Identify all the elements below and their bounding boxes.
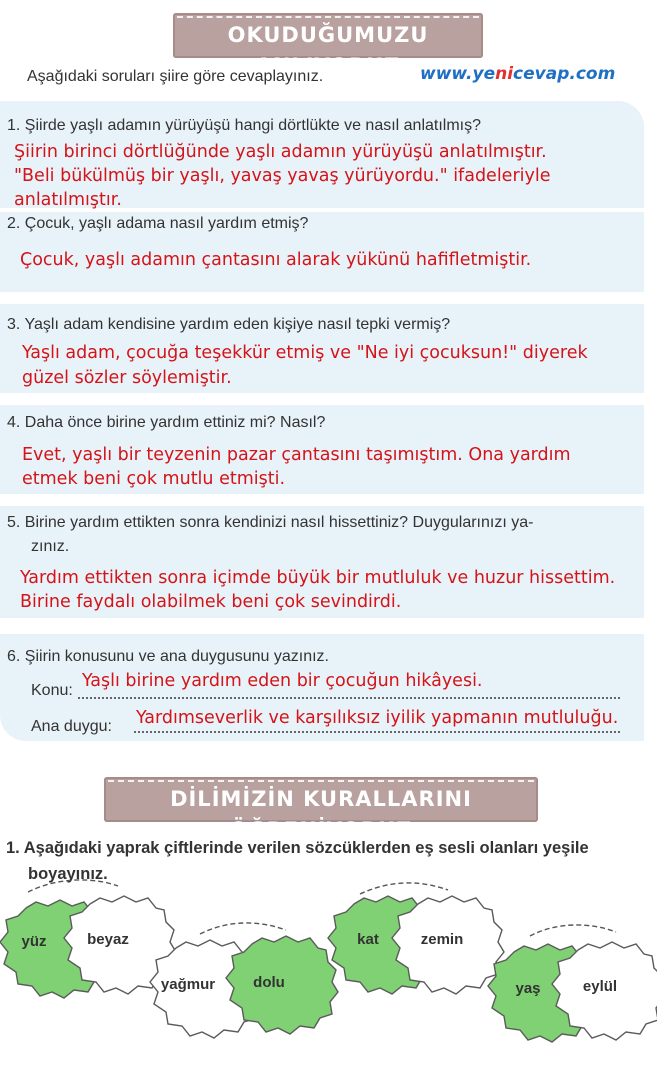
answer-2-line-1: Çocuk, yaşlı adamın çantasını alarak yükünü hafifletmiştir. — [20, 250, 532, 270]
site-accent: ni — [495, 64, 514, 84]
divider — [0, 494, 644, 506]
question-5-line-2: zınız. — [31, 538, 70, 555]
answer-1-line-2: "Beli bükülmüş bir yaşlı, yavaş yavaş yürüyordu." ifadeleriyle — [14, 166, 551, 186]
leaf-word: eylül — [582, 978, 618, 995]
question-3: 3. Yaşlı adam kendisine yardım eden kişiye nasıl tepki vermiş? — [7, 316, 451, 333]
duygu-answer: Yardımseverlik ve karşılıksız iyilik yapmanın mutluluğu. — [136, 708, 619, 728]
leaf-word: beyaz — [87, 931, 129, 948]
question-1: 1. Şiirde yaşlı adamın yürüyüşü hangi dörtlükte ve nasıl anlatılmış? — [7, 117, 482, 134]
answer-1-line-1: Şiirin birinci dörtlüğünde yaşlı adamın yürüyüşü anlatılmıştır. — [14, 142, 547, 162]
leaf-word: kat — [357, 931, 379, 948]
answer-4-line-1: Evet, yaşlı bir teyzenin pazar çantasını taşımıştım. Ona yardım — [22, 445, 571, 465]
leaf-word: yaş — [515, 980, 541, 997]
question-5-line-1: 5. Birine yardım ettikten sonra kendinizi nasıl hissettiniz? Duygularınızı ya- — [7, 514, 534, 531]
instruction-text: Aşağıdaki soruları şiire göre cevaplayınız. — [27, 68, 324, 85]
site-watermark — [420, 64, 615, 84]
answer-5-line-2: Birine faydalı olabilmek beni çok sevindirdi. — [20, 592, 402, 612]
answer-3-line-2: güzel sözler söylemiştir. — [22, 368, 232, 388]
leaf-pairs-illustration — [0, 878, 657, 1078]
question-6: 6. Şiirin konusunu ve ana duygusunu yazınız. — [7, 648, 329, 665]
answer-4-line-2: etmek beni çok mutlu etmişti. — [22, 469, 286, 489]
duygu-answer-line — [134, 731, 620, 733]
leaf-word: yüz — [21, 933, 47, 950]
leaf-word: yağmur — [160, 976, 216, 993]
konu-label: Konu: — [31, 682, 73, 699]
leaf-word: zemin — [420, 931, 464, 948]
section-title: OKUDUĞUMUZU ANLIYORUZ — [177, 16, 479, 86]
leaf-word: dolu — [253, 974, 285, 991]
exercise-instruction-line-2: boyayınız. — [28, 865, 108, 883]
answer-3-line-1: Yaşlı adam, çocuğa teşekkür etmiş ve "Ne iyi çocuksun!" diyerek — [22, 343, 588, 363]
question-4: 4. Daha önce birine yardım ettiniz mi? Nasıl? — [7, 414, 326, 431]
divider — [0, 393, 644, 405]
question-2: 2. Çocuk, yaşlı adama nasıl yardım etmiş? — [7, 215, 309, 232]
site-prefix: www.ye — [420, 64, 496, 84]
answer-1-line-3: anlatılmıştır. — [14, 190, 122, 210]
divider — [0, 292, 644, 304]
duygu-label: Ana duygu: — [31, 718, 112, 735]
site-suffix: cevap.com — [513, 64, 616, 84]
divider — [0, 618, 644, 634]
answer-5-line-1: Yardım ettikten sonra içimde büyük bir mutluluk ve huzur hissettim. — [20, 568, 616, 588]
konu-answer-line — [78, 697, 620, 699]
konu-answer: Yaşlı birine yardım eden bir çocuğun hikâyesi. — [82, 671, 483, 691]
section-banner-grammar — [104, 777, 538, 842]
section-title-2: DİLİMİZİN KURALLARINI ÖĞRENİYORUZ — [108, 780, 534, 850]
exercise-instruction-line-1: 1. Aşağıdaki yaprak çiftlerinde verilen sözcüklerden eş sesli olanları yeşile — [6, 839, 589, 857]
